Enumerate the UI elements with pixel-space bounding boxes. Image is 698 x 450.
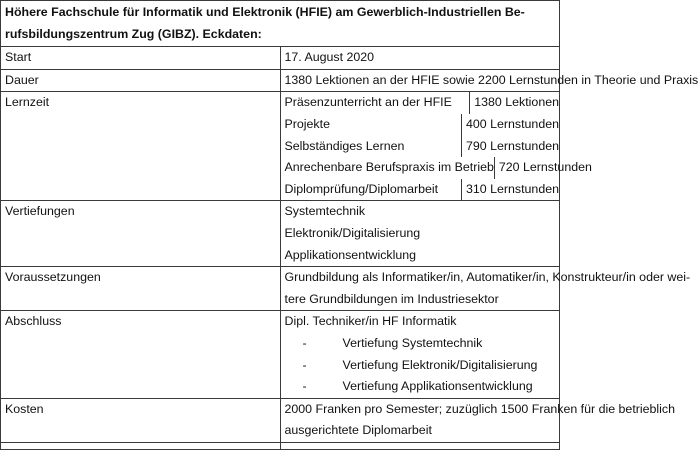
label-vertiefungen: Vertiefungen bbox=[1, 201, 281, 267]
lernzeit-item bbox=[281, 136, 560, 158]
voraussetzungen-line-2: tere Grundbildungen im Industriesektor bbox=[284, 291, 499, 306]
row-abschluss bbox=[1, 311, 560, 398]
lernzeit-item-amount: 790 Lernstunden bbox=[461, 136, 559, 158]
value-start: 17. August 2020 bbox=[280, 47, 560, 70]
row-vertiefungen bbox=[1, 201, 560, 267]
table-header-row bbox=[1, 1, 560, 47]
abschluss-item-text: Vertiefung Systemtechnik bbox=[342, 335, 483, 350]
label-dauer: Dauer bbox=[1, 69, 281, 92]
lernzeit-item bbox=[281, 157, 592, 179]
cut-off-cell bbox=[1, 442, 281, 449]
lernzeit-item-amount: 400 Lernstunden bbox=[461, 114, 559, 136]
header-line-1: Höhere Fachschule für Informatik und Elektronik (HFIE) am Gewerblich-Industriellen Be- bbox=[5, 5, 525, 19]
lernzeit-item-name: Anrechenbare Berufspraxis im Betrieb bbox=[284, 160, 494, 175]
value-kosten bbox=[280, 398, 676, 442]
value-vertiefungen bbox=[280, 201, 560, 267]
lernzeit-item-name: Selbständiges Lernen bbox=[284, 138, 405, 153]
row-start bbox=[1, 47, 560, 70]
lernzeit-item-name: Diplomprüfung/Diplomarbeit bbox=[284, 181, 439, 196]
table-header bbox=[1, 1, 560, 47]
row-cut-off bbox=[1, 442, 560, 449]
row-lernzeit bbox=[1, 92, 560, 201]
value-dauer bbox=[280, 69, 698, 92]
header-line-2: rufsbildungszentrum Zug (GIBZ). Eckdaten: bbox=[5, 26, 262, 41]
abschluss-item-text: Vertiefung Elektronik/Digitalisierung bbox=[342, 357, 538, 372]
value-lernzeit bbox=[280, 92, 592, 201]
label-abschluss: Abschluss bbox=[1, 311, 281, 398]
lernzeit-item-amount: 1380 Lektionen bbox=[469, 92, 559, 114]
vertiefung-item: Systemtechnik bbox=[284, 204, 366, 219]
lernzeit-item bbox=[281, 179, 560, 201]
value-voraussetzungen bbox=[280, 267, 691, 311]
abschluss-list-item bbox=[285, 376, 557, 398]
row-kosten bbox=[1, 398, 560, 442]
kosten-line-1: 2000 Franken pro Semester; zuzüglich 1500 Franken für die betrieblich bbox=[284, 401, 676, 416]
label-kosten: Kosten bbox=[1, 398, 281, 442]
lernzeit-item-name: Projekte bbox=[284, 116, 330, 131]
vertiefung-item: Elektronik/Digitalisierung bbox=[284, 225, 421, 240]
lernzeit-item-name: Präsenzunterricht an der HFIE bbox=[284, 95, 452, 110]
vertiefung-item: Applikationsentwicklung bbox=[284, 247, 417, 262]
abschluss-item-text: Vertiefung Applikationsentwicklung bbox=[342, 379, 533, 394]
row-dauer bbox=[1, 69, 560, 92]
cut-off-cell bbox=[280, 442, 560, 449]
label-lernzeit: Lernzeit bbox=[1, 92, 281, 201]
abschluss-list-item bbox=[285, 333, 557, 355]
label-voraussetzungen: Voraussetzungen bbox=[1, 267, 281, 311]
abschluss-list-item bbox=[285, 355, 557, 377]
lernzeit-item-amount: 310 Lernstunden bbox=[461, 179, 559, 201]
voraussetzungen-line-1: Grundbildung als Informatiker/in, Automatiker/in, Konstrukteur/in oder wei- bbox=[284, 270, 691, 285]
dash-bullet: - bbox=[302, 357, 307, 372]
lernzeit-item bbox=[281, 92, 560, 114]
lernzeit-item-amount: 720 Lernstunden bbox=[494, 157, 592, 179]
value-abschluss bbox=[280, 311, 560, 398]
row-voraussetzungen bbox=[1, 267, 560, 311]
lernzeit-item bbox=[281, 114, 560, 136]
kosten-line-2: ausgerichtete Diplomarbeit bbox=[284, 423, 432, 438]
dash-bullet: - bbox=[302, 379, 307, 394]
dauer-text: 1380 Lektionen an der HFIE sowie 2200 Lernstunden in Theorie und Praxis bbox=[284, 72, 698, 87]
abschluss-title: Dipl. Techniker/in HF Informatik bbox=[284, 314, 457, 329]
dash-bullet: - bbox=[302, 335, 307, 350]
label-start: Start bbox=[1, 47, 281, 70]
